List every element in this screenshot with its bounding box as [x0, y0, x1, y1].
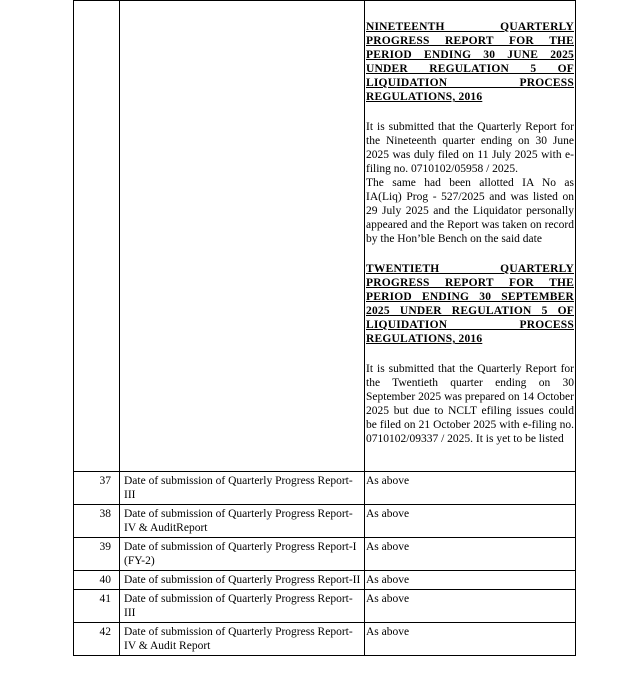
row-value: As above — [365, 505, 576, 538]
row-description: Date of submission of Quarterly Progress Report-III — [120, 472, 365, 505]
value-cell-reports — [365, 1, 576, 472]
table-row — [74, 571, 576, 590]
report19-heading — [366, 20, 574, 104]
row-value: As above — [365, 538, 576, 571]
serial-cell-empty — [74, 1, 120, 472]
table-row — [74, 623, 576, 656]
row-number: 41 — [74, 590, 120, 623]
table-row — [74, 590, 576, 623]
report19-para2: The same had been allotted IA No as IA(Liq) Prog - 527/2025 and was listed on 29 July 2025 and the Liquidator personally appeared and the Report was taken on record by the Hon’ble Bench on the said date — [366, 177, 574, 245]
row-description: Date of submission of Quarterly Progress Report-III — [120, 590, 365, 623]
report20-heading-line: 2025 UNDER REGULATION 5 OF — [366, 305, 574, 317]
table-row — [74, 505, 576, 538]
report20-heading-line: LIQUIDATION PROCESS — [366, 319, 574, 331]
row-number: 40 — [74, 571, 120, 590]
table-row-reports — [74, 1, 576, 472]
row-number: 37 — [74, 472, 120, 505]
report19-heading-line: NINETEENTH QUARTERLY — [366, 21, 574, 33]
row-value: As above — [365, 571, 576, 590]
description-cell-empty — [120, 1, 365, 472]
report19-heading-line: LIQUIDATION PROCESS — [366, 77, 574, 89]
row-description: Date of submission of Quarterly Progress Report-I (FY-2) — [120, 538, 365, 571]
report20-heading-line: PROGRESS REPORT FOR THE — [366, 277, 574, 289]
row-description: Date of submission of Quarterly Progress Report-II — [120, 571, 365, 590]
row-description: Date of submission of Quarterly Progress Report-IV & AuditReport — [120, 505, 365, 538]
report19-heading-line: PERIOD ENDING 30 JUNE 2025 — [366, 49, 574, 61]
report20-heading-last: REGULATIONS, 2016 — [366, 333, 483, 345]
row-value: As above — [365, 472, 576, 505]
row-number: 42 — [74, 623, 120, 656]
report19-heading-line: UNDER REGULATION 5 OF — [366, 63, 574, 75]
table-row — [74, 538, 576, 571]
row-description: Date of submission of Quarterly Progress Report-IV & Audit Report — [120, 623, 365, 656]
report19-para1: It is submitted that the Quarterly Report for the Nineteenth quarter ending on 30 June 2025 was duly filed on 11 July 2025 with e-filing no. 0710102/05958 / 2025. — [366, 121, 574, 175]
report20-para1: It is submitted that the Quarterly Report for the Twentieth quarter ending on 30 September 2025 was prepared on 14 October 2025 but due to NCLT efiling issues could be filed on 21 October 2025 with e-filing no. 0710102/09337 / 2025. It is yet to be listed — [366, 363, 574, 445]
report19-heading-line: PROGRESS REPORT FOR THE — [366, 35, 574, 47]
report20-heading-line: TWENTIETH QUARTERLY — [366, 263, 574, 275]
row-value: As above — [365, 623, 576, 656]
report20-heading-line: PERIOD ENDING 30 SEPTEMBER — [366, 291, 574, 303]
report20-heading — [366, 262, 574, 346]
report19-heading-last: REGULATIONS, 2016 — [366, 91, 483, 103]
table-row — [74, 472, 576, 505]
row-value: As above — [365, 590, 576, 623]
row-number: 39 — [74, 538, 120, 571]
report-table — [73, 0, 576, 656]
row-number: 38 — [74, 505, 120, 538]
